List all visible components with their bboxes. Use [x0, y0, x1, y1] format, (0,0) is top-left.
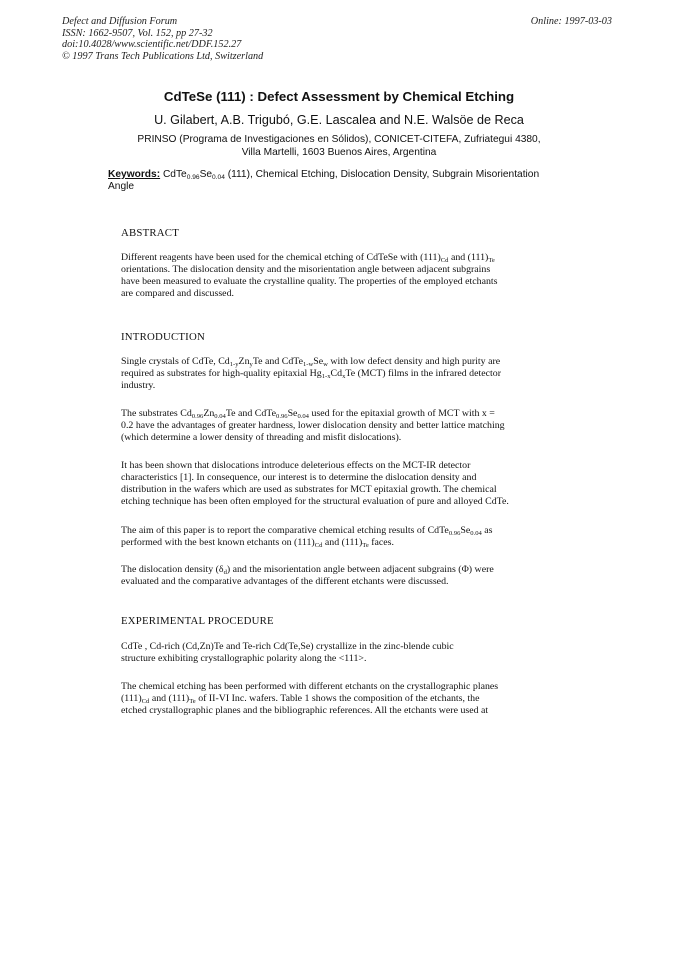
section-heading-abstract: ABSTRACT	[121, 227, 179, 239]
journal-copyright: © 1997 Trans Tech Publications Ltd, Switzerland	[62, 50, 264, 62]
intro-paragraph-5: The dislocation density $(\delta_d)$ and the misorientation angle between adjacent subgrains (Φ) were evaluated and the comparative advantages of the different etchants were discussed.	[121, 564, 494, 587]
keywords-formula: $CdTe_{0.96}Se_{0.04}$	[162, 169, 225, 181]
experimental-paragraph-2: The chemical etching has been performed with different etchants on the crystallographic planes $(111)_{Cd}$ and $(111)_{Te}$ of II-VI Inc. wafers. Table 1 shows the composition of the etchants, the etched crystallographic planes and the bibliographic references. All the etchants were used at	[121, 681, 499, 716]
experimental-paragraph-1: CdTe , Cd-rich (Cd,Zn)Te and Te-rich Cd(Te,Se) crystallize in the zinc-blende cubic structure exhibiting crystallographic polarity along the <111>.	[121, 641, 454, 664]
keywords-list: (111), Chemical Etching, Dislocation Density, Subgrain Misorientation	[227, 169, 540, 180]
section-heading-experimental: EXPERIMENTAL PROCEDURE	[121, 615, 274, 627]
intro-paragraph-4: The aim of this paper is to report the comparative chemical etching results of $CdTe_{0.96}Se_{0.04}$ as performed with the best known etchants on $(111)_{Cd}$ and $(111)_{Te}$ faces.	[121, 525, 493, 549]
affiliation-line-2: Villa Martelli, 1603 Buenos Aires, Argentina	[241, 147, 437, 158]
intro-paragraph-3: It has been shown that dislocations introduce deleterious effects on the MCT-IR detector characteristics [1]. In consequence, our interest is to determine the dislocation density and distribution in the wafers which are used as substrates for MCT epitaxial growth. The chemical etching technique has been often employed for the structural evaluation of pure and alloyed CdTe.	[121, 460, 509, 507]
intro-paragraph-2: The substrates $Cd_{0.96}Zn_{0.04}Te$ and $CdTe_{0.96}Se_{0.04}$ used for the epitaxial growth of MCT with x = 0.2 have the advantages of greater hardness, lower dislocation density and better lattice matching (which determine a lower density of threading and misfit dislocations).	[121, 408, 505, 443]
paper-title: CdTeSe (111) : Defect Assessment by Chemical Etching	[163, 89, 515, 104]
journal-header	[62, 16, 442, 62]
intro-paragraph-1: Single crystals of CdTe, $Cd_{1-y}Zn_yTe$ and $CdTe_{1-w}Se_w$ with low defect density and high purity are required as substrates for high-quality epitaxial $Hg_{1-x}Cd_xTe$ (MCT) films in the infrared detector industry.	[121, 356, 501, 391]
keywords-label: Keywords:	[108, 169, 161, 180]
affiliation	[120, 133, 558, 159]
keywords	[108, 169, 578, 193]
journal-issn: ISSN: 1662-9507, Vol. 152, pp 27-32	[62, 27, 213, 39]
journal-name: Defect and Diffusion Forum	[62, 16, 178, 27]
section-heading-introduction: INTRODUCTION	[121, 331, 205, 343]
abstract-paragraph: Different reagents have been used for the chemical etching of CdTeSe with $(111)_{Cd}$ and $(111)_{Te}$ orientations. The dislocation density and the misorientation angle between adjacent subgrains have been measured to evaluate the crystalline quality. The properties of the employed etchants are compared and discussed.	[121, 252, 498, 299]
journal-doi: doi:10.4028/www.scientific.net/DDF.152.27	[62, 39, 242, 51]
affiliation-line-1: PRINSO (Programa de Investigaciones en Sólidos), CONICET-CITEFA, Zufriategui 4380,	[137, 134, 541, 145]
online-date: Online: 1997-03-03	[530, 16, 612, 27]
paper-authors: U. Gilabert, A.B. Trigubó, G.E. Lascalea and N.E. Walsöe de Reca	[154, 113, 524, 127]
keywords-list-cont: Angle	[108, 181, 135, 192]
